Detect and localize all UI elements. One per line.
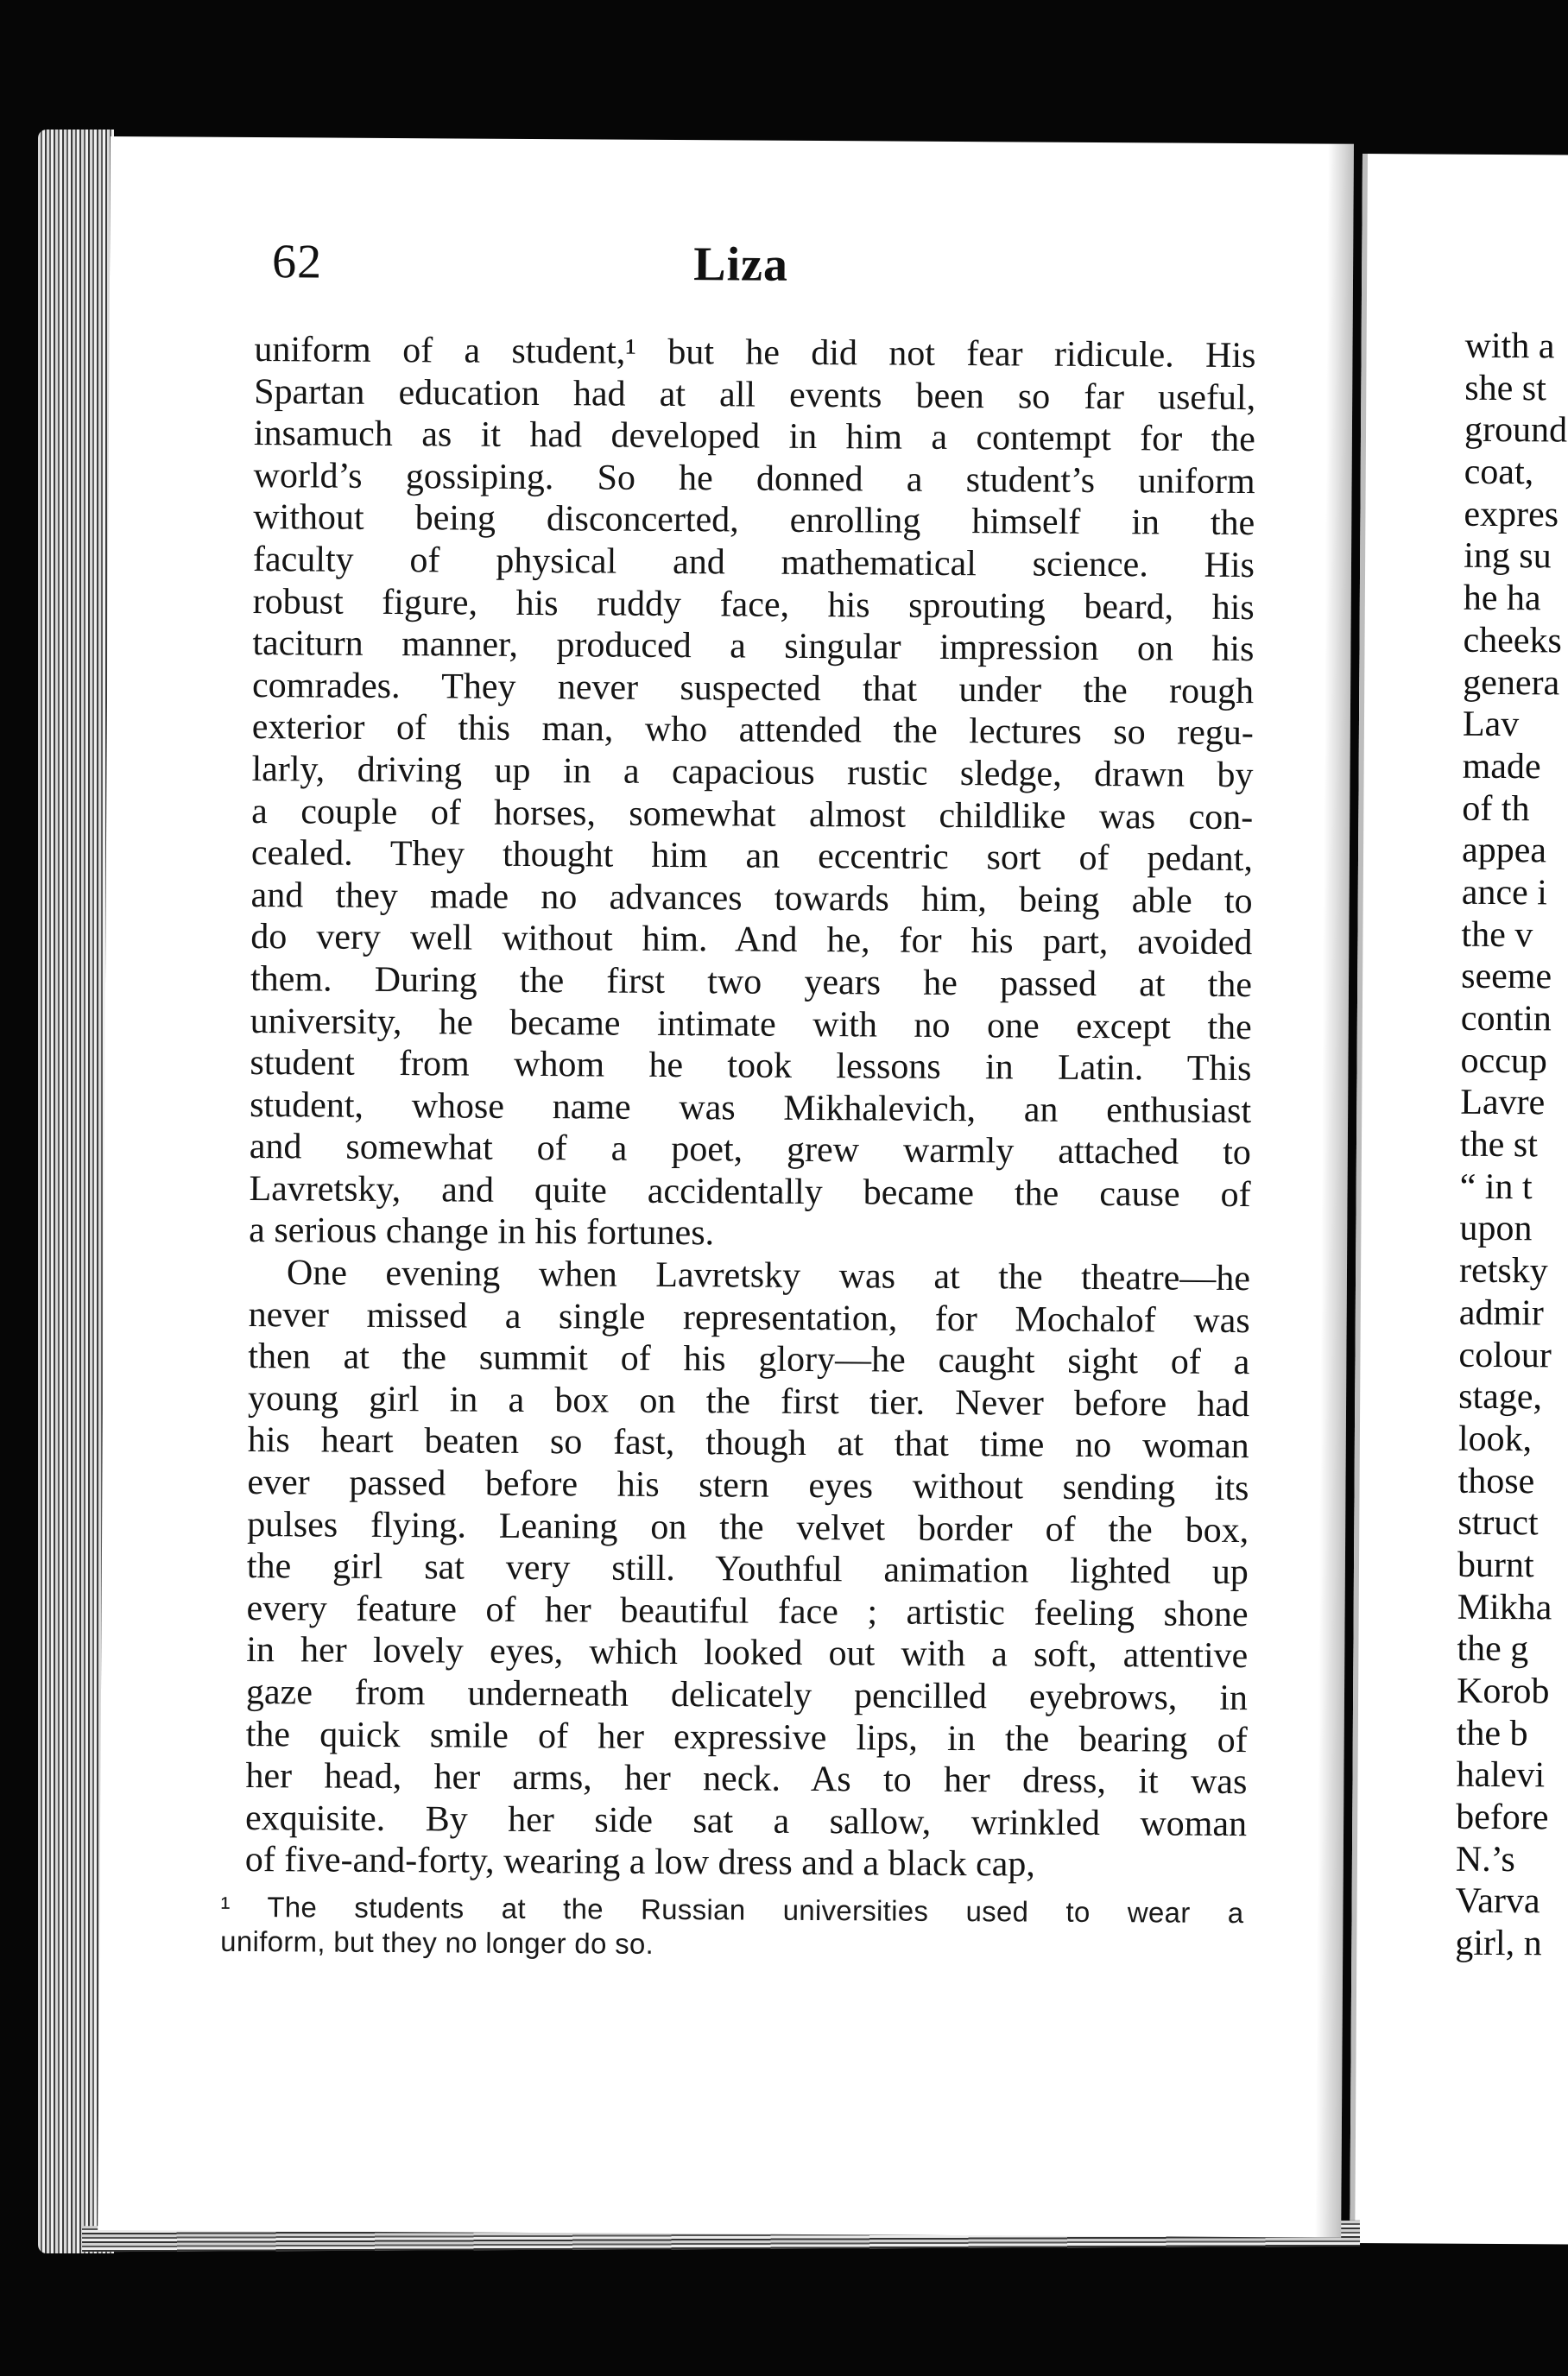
body-line: exquisite. By her side sat a sallow, wrinkled woman: [244, 1798, 1248, 1844]
right-page-line: stage,: [1458, 1376, 1543, 1418]
body-line: and somewhat of a poet, grew warmly attached to: [249, 1127, 1251, 1173]
right-page-line: struct: [1457, 1502, 1539, 1544]
right-page-line: upon: [1459, 1209, 1533, 1249]
right-page-line: the g: [1457, 1629, 1529, 1670]
right-page-line: burnt: [1457, 1545, 1534, 1586]
right-page-line: expres: [1464, 494, 1559, 535]
right-page-line: ing su: [1464, 536, 1552, 577]
body-line: the girl sat very still. Youthful animation lighted up: [246, 1546, 1249, 1593]
right-page-line: the v: [1461, 914, 1533, 955]
body-line: insamuch as it had developed in him a contempt for the: [253, 414, 1256, 460]
body-line: his heart beaten so fast, though at that time no woman: [247, 1420, 1249, 1467]
body-line: without being disconcerted, enrolling himself in the: [253, 497, 1255, 544]
right-page-line: genera: [1463, 662, 1560, 703]
right-page-text: [1455, 325, 1568, 1966]
body-line: uniform of a student,¹ but he did not fear ridicule. His: [254, 330, 1256, 376]
body-line: taciturn manner, produced a singular impression on his: [252, 623, 1255, 670]
right-page-line: Korob: [1456, 1671, 1550, 1712]
right-page-line: he ha: [1463, 578, 1541, 619]
body-line: university, he became intimate with no one except the: [250, 1001, 1252, 1047]
body-line: world’s gossiping. So he donned a student’s uniform: [253, 455, 1255, 502]
right-page-line: with a: [1464, 325, 1555, 367]
body-line: then at the summit of his glory—he caught sight of a: [248, 1336, 1250, 1383]
body-line: Lavretsky, and quite accidentally became the cause of: [249, 1168, 1251, 1215]
right-page-line: admir: [1458, 1292, 1544, 1334]
right-page-line: the b: [1456, 1713, 1528, 1754]
running-title: Liza: [693, 237, 789, 292]
body-line: of five-and-forty, wearing a low dress and a black cap,: [244, 1840, 1035, 1885]
right-facing-page: [1350, 154, 1568, 2245]
body-line: pulses flying. Leaning on the velvet border of the box,: [247, 1504, 1249, 1551]
body-line: and they made no advances towards him, being able to: [250, 875, 1253, 921]
right-page-line: retsky: [1458, 1250, 1548, 1292]
right-page-line: N.’s: [1455, 1839, 1515, 1880]
body-line: them. During the first two years he passed at the: [250, 958, 1253, 1005]
body-line: comrades. They never suspected that under the rough: [251, 665, 1255, 711]
body-text: [245, 329, 1256, 1887]
body-line: larly, driving up in a capacious rustic sledge, drawn by: [251, 749, 1254, 796]
body-line: robust figure, his ruddy face, his sprouting beard, his: [252, 581, 1255, 628]
body-line: in her lovely eyes, which looked out with a soft, attentive: [246, 1630, 1249, 1677]
body-line: never missed a single representation, for Mochalof was: [248, 1294, 1250, 1341]
body-line: a couple of horses, somewhat almost childlike was con-: [251, 791, 1254, 837]
footnote-line: ¹ The students at the Russian universities used to wear a: [220, 1890, 1244, 1930]
body-line: student from whom he took lessons in Latin. This: [250, 1043, 1252, 1090]
right-page-line: made: [1462, 746, 1541, 787]
footnote: [220, 1890, 1243, 1965]
right-page-line: of th: [1462, 788, 1530, 829]
body-line: faculty of physical and mathematical science. His: [252, 539, 1255, 586]
right-page-line: halevi: [1456, 1755, 1546, 1796]
right-page-line: before: [1456, 1797, 1549, 1838]
right-page-line: cheeks: [1463, 620, 1562, 661]
body-line: every feature of her beautiful face ; artistic feeling shone: [246, 1588, 1249, 1634]
body-line: One evening when Lavretsky was at the theatre—he: [286, 1253, 1251, 1299]
body-line: do very well without him. And he, for his part, avoided: [250, 917, 1253, 964]
right-page-line: ance i: [1461, 872, 1548, 913]
body-line: her head, her arms, her neck. As to her dress, it was: [245, 1756, 1248, 1803]
right-page-line: Varva: [1455, 1881, 1540, 1922]
right-page-line: appea: [1461, 830, 1547, 871]
body-line: ever passed before his stern eyes without sending its: [247, 1463, 1249, 1509]
right-page-line: the st: [1459, 1124, 1538, 1166]
right-page-line: she st: [1464, 368, 1546, 408]
right-page-line: look,: [1457, 1419, 1533, 1460]
right-page-line: coat,: [1464, 452, 1534, 493]
right-page-line: Lav: [1462, 704, 1520, 745]
right-page-line: ground: [1464, 410, 1568, 451]
right-page-line: “ in t: [1459, 1166, 1533, 1207]
body-line: young girl in a box on the first tier. Never before had: [247, 1378, 1250, 1425]
gutter-shadow: [1315, 144, 1354, 2238]
right-page-line: colour: [1458, 1335, 1552, 1375]
left-page: [98, 136, 1354, 2238]
body-line: exterior of this man, who attended the lectures so regu-: [251, 707, 1254, 754]
body-line: student, whose name was Mikhalevich, an enthusiast: [250, 1084, 1252, 1131]
right-page-line: girl, n: [1455, 1923, 1542, 1964]
page-number: 62: [271, 235, 323, 289]
right-page-line: seeme: [1461, 957, 1552, 997]
body-line: a serious change in his fortunes.: [249, 1210, 715, 1254]
right-page-line: those: [1457, 1461, 1535, 1501]
right-page-line: contin: [1460, 998, 1552, 1040]
right-page-line: Mikha: [1457, 1587, 1552, 1627]
right-page-line: Lavre: [1460, 1083, 1546, 1123]
body-line: the quick smile of her expressive lips, in the bearing of: [245, 1714, 1248, 1760]
body-line: cealed. They thought him an eccentric sort of pedant,: [250, 833, 1254, 880]
right-page-line: occup: [1460, 1040, 1548, 1082]
body-line: gaze from underneath delicately pencilled eyebrows, in: [245, 1671, 1249, 1719]
body-line: Spartan education had at all events been so far useful,: [254, 371, 1256, 418]
footnote-line: uniform, but they no longer do so.: [220, 1924, 654, 1960]
